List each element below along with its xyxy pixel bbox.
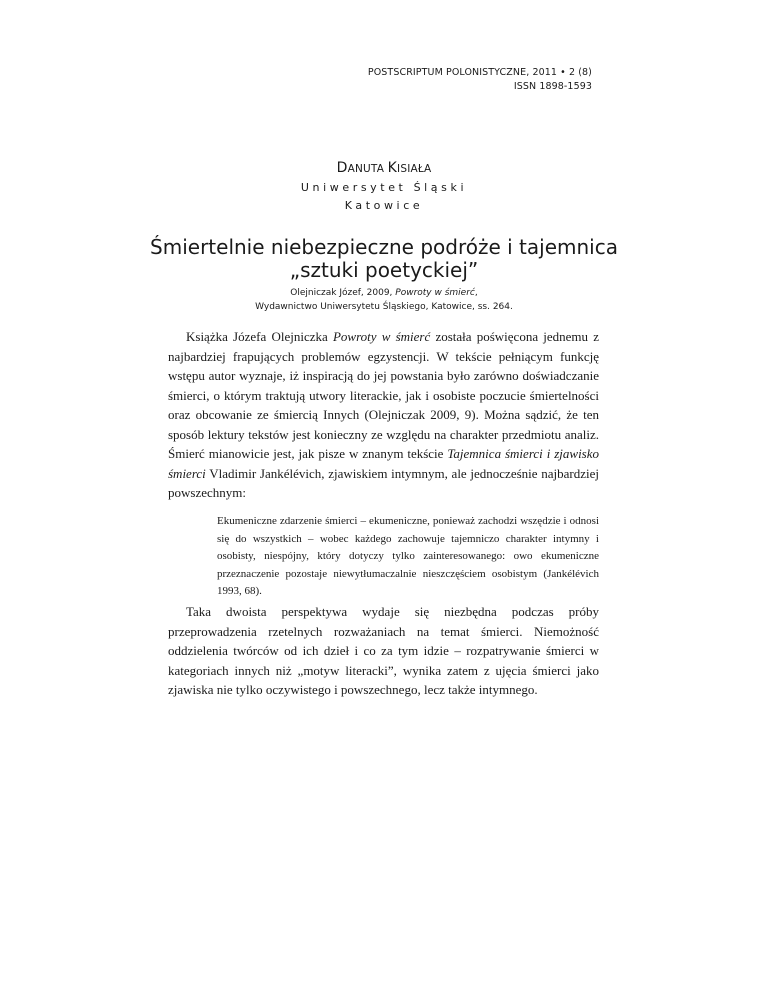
body-paragraph-2: Taka dwoista perspektywa wydaje się niezbędna podczas próby przeprowadzenia rzetelnych rozważaniach na temat śmierci. Niemożność oddzielenia twórców od ich dzieł i co za tym idzie – rozpatrywanie śmierci w kategoriach innych niż „motyw literacki”, wynika zatem z ujęcia śmierci jako zjawiska nie tylko oczywistego i powszechnego, lecz także intymnego.: [168, 604, 599, 697]
author-block: [0, 160, 768, 214]
title-block: [0, 236, 768, 314]
journal-header: [368, 66, 592, 93]
author-name: DANUTA KISIAŁA: [336, 160, 432, 176]
book-title: Powroty w śmierć: [395, 288, 475, 298]
block-quote: Ekumeniczne zdarzenie śmierci – ekumeniczne, ponieważ zachodzi wszędzie i odnosi się do wszystkich – wobec każdego zachowuje tajemniczo charakter intymny i osobisty, niespójny, który dotyczy tylko zainteresowanego: owo ekumeniczne przeznaczenie pozostaje niewytłumaczalnie nieszczęściem osobistym (Jankélévich 1993, 68).: [217, 515, 599, 597]
author-city: Katowice: [344, 199, 424, 212]
article-title: Śmiertelnie niebezpieczne podróże i tajemnica „sztuki poetyckiej”: [150, 235, 618, 282]
author-university: Uniwersytet Śląski: [300, 181, 468, 194]
issn-line: ISSN 1898-1593: [513, 80, 592, 92]
body-paragraph-1: Książka Józefa Olejniczka Powroty w śmierć została poświęcona jednemu z najbardziej frapujących problemów egzystencji. W tekście pełniącym funkcję wstępu autor wyznaje, iż inspiracją do jej powstania było zarówno doświadczanie śmierci, o którym traktują utwory literackie, jak i osobiste poczucie śmiertelności oraz obcowanie ze śmiercią Innych (Olejniczak 2009, 9). Można sądzić, że ten sposób lektury tekstów jest konieczny ze względu na charakter przedmiotu analiz. Śmierć mianowicie jest, jak pisze w znanym tekście Tajemnica śmierci i zjawisko śmierci Vladimir Jankélévich, zjawiskiem intymnym, ale jednocześnie najbardziej powszechnym:: [168, 329, 600, 500]
book-reference: Olejniczak Józef, 2009, Powroty w śmierć, Wydawnictwo Uniwersytetu Śląskiego, Katowice, ss. 264.: [255, 288, 513, 312]
journal-line: POSTSCRIPTUM POLONISTYCZNE, 2011 • 2 (8): [367, 67, 592, 78]
